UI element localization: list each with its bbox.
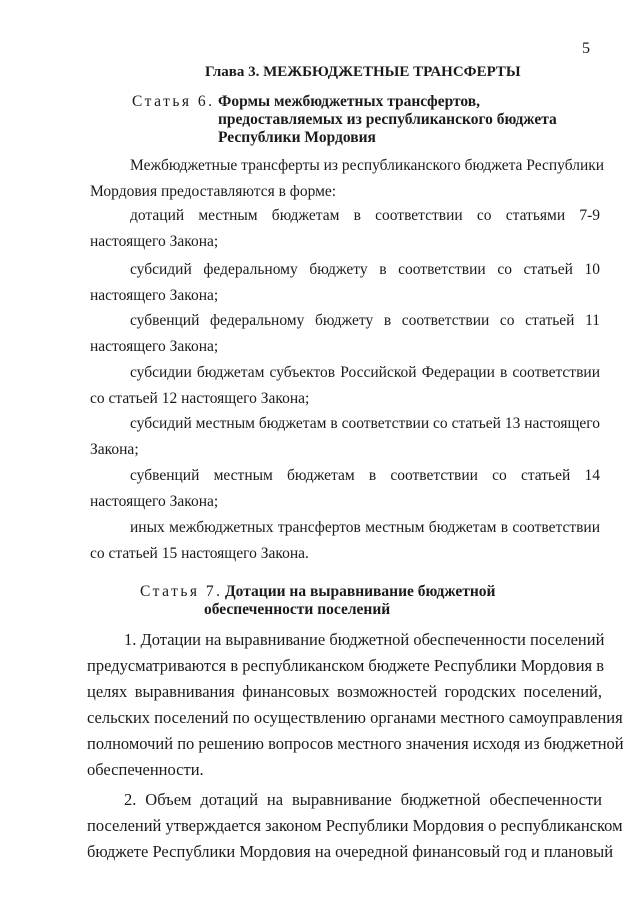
article6-item-4-line-1: субсидии бюджетам субъектов Российской Федерации в соответствии xyxy=(130,364,600,381)
chapter-title: Глава 3. МЕЖБЮДЖЕТНЫЕ ТРАНСФЕРТЫ xyxy=(205,64,521,80)
article6-heading-line-2: предоставляемых из республиканского бюджета xyxy=(218,111,557,128)
article7-p1-line-3: целях выравнивания финансовых возможностей городских поселений, xyxy=(87,682,602,701)
article6-item-1-line-2: настоящего Закона; xyxy=(90,233,219,250)
article6-item-7-line-1: иных межбюджетных трансфертов местным бюджетам в соответствии xyxy=(130,519,600,536)
article6-item-3-line-1: субвенций федеральному бюджету в соответствии со статьей 11 xyxy=(130,312,600,329)
article6-prefix: Статья 6. xyxy=(132,93,215,110)
article6-item-2-line-1: субсидий федеральному бюджету в соответствии со статьей 10 xyxy=(130,261,600,278)
article7-p1-line-2: предусматриваются в республиканском бюджете Республики Мордовия в xyxy=(87,656,605,675)
article6-item-5-line-2: Закона; xyxy=(90,441,139,458)
article6-item-7-line-2: со статьей 15 настоящего Закона. xyxy=(90,545,309,562)
article7-p1-line-1: 1. Дотации на выравнивание бюджетной обеспеченности поселений xyxy=(124,630,605,649)
article6-item-3-line-2: настоящего Закона; xyxy=(90,338,219,355)
article6-item-6-line-2: настоящего Закона; xyxy=(90,493,219,510)
article7-heading-line-2: обеспеченности поселений xyxy=(204,601,391,618)
article6-heading-line-1: Формы межбюджетных трансфертов, xyxy=(218,93,481,110)
article7-p1-line-4: сельских поселений по осуществлению органами местного самоуправления xyxy=(87,708,623,727)
article7-p1-line-6: обеспеченности. xyxy=(87,760,204,779)
article7-p2-line-2: поселений утверждается законом Республики Мордовия о республиканском xyxy=(87,816,623,835)
article6-item-6-line-1: субвенций местным бюджетам в соответствии со статьей 14 xyxy=(130,467,600,484)
article7-prefix: Статья 7. xyxy=(140,583,223,600)
article6-heading-line-3: Республики Мордовия xyxy=(218,129,376,146)
article6-item-1-line-1: дотаций местным бюджетам в соответствии со статьями 7-9 xyxy=(130,207,600,224)
article7-p1-line-5: полномочий по решению вопросов местного значения исходя из бюджетной xyxy=(87,734,624,753)
page-number: 5 xyxy=(582,40,590,57)
article7-p2-line-3: бюджете Республики Мордовия на очередной финансовый год и плановый xyxy=(87,842,614,861)
article6-item-2-line-2: настоящего Закона; xyxy=(90,287,219,304)
article7-heading-line-1: Дотации на выравнивание бюджетной xyxy=(225,583,496,600)
article6-intro-line-1: Межбюджетные трансферты из республиканского бюджета Республики xyxy=(130,157,605,174)
article7-p2-line-1: 2. Объем дотаций на выравнивание бюджетной обеспеченности xyxy=(124,790,602,809)
article6-item-4-line-2: со статьей 12 настоящего Закона; xyxy=(90,390,310,407)
article6-intro-line-2: Мордовия предоставляются в форме: xyxy=(90,183,337,200)
article6-item-5-line-1: субсидий местным бюджетам в соответствии со статьей 13 настоящего xyxy=(130,415,600,432)
